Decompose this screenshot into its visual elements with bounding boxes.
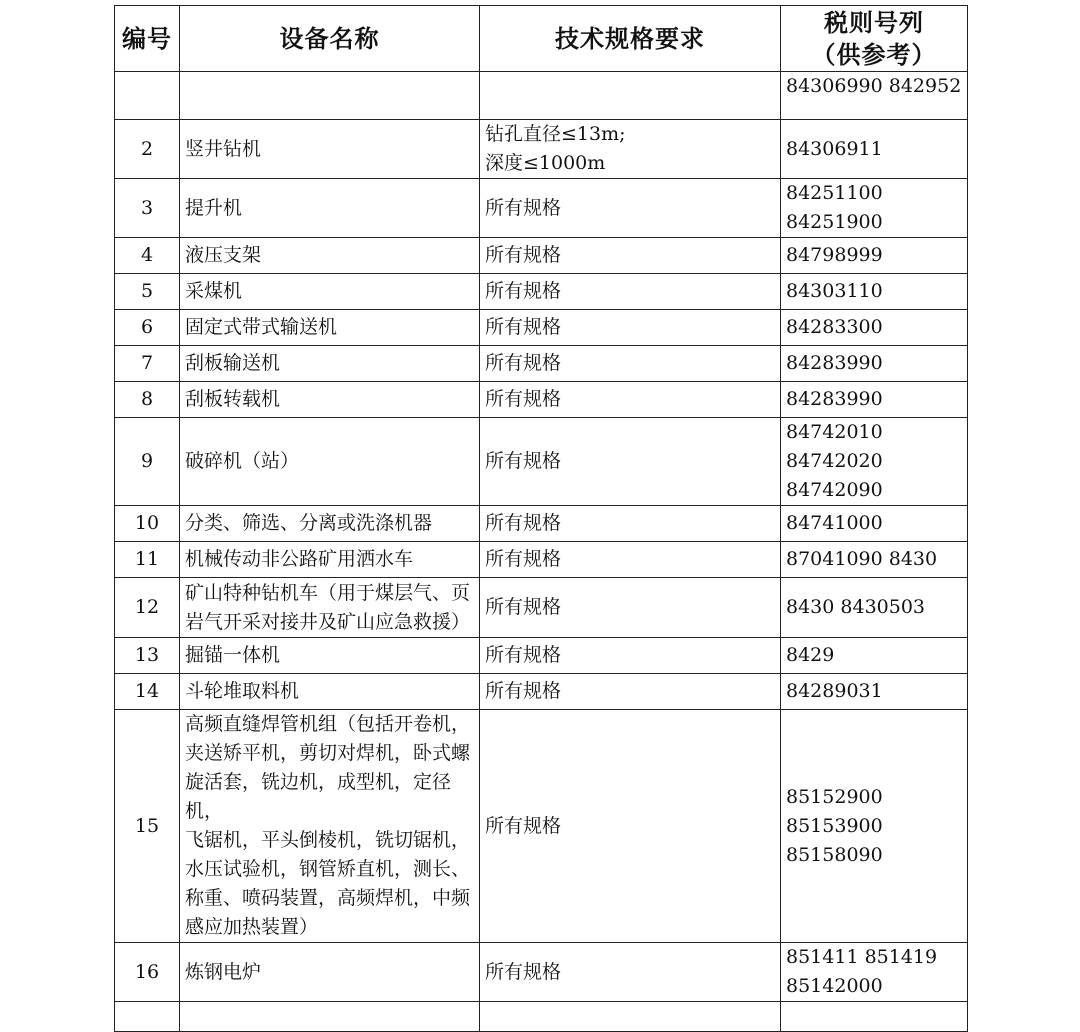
cell-name-line: 矿山特种钻机车（用于煤层气、页	[185, 581, 471, 604]
cell-spec	[480, 274, 781, 310]
cell-code	[781, 72, 968, 120]
cell-code-line: 84306990 842952	[786, 75, 962, 97]
header-num: 编号	[115, 6, 180, 72]
table-row	[115, 310, 968, 346]
cell-name-line: 液压支架	[185, 244, 262, 266]
cell-spec-line: 所有规格	[485, 596, 562, 618]
cell-name	[180, 418, 480, 506]
cell-code	[781, 1002, 968, 1032]
cell-name-line: 夹送矫平机，剪切对焊机，卧式螺	[185, 742, 471, 764]
cell-num: 2	[115, 120, 180, 179]
cell-name-line: 掘锚一体机	[185, 644, 281, 666]
cell-code-line: 84283990	[786, 388, 883, 410]
cell-spec-line: 所有规格	[485, 244, 562, 266]
cell-spec	[480, 542, 781, 578]
cell-code	[781, 638, 968, 674]
cell-spec	[480, 179, 781, 238]
cell-spec-line: 所有规格	[485, 644, 562, 666]
cell-name-line: 斗轮堆取料机	[185, 680, 300, 702]
cell-spec	[480, 710, 781, 943]
cell-name-line: 刮板转载机	[185, 388, 281, 410]
cell-spec-line: 所有规格	[485, 960, 562, 983]
header-code	[781, 6, 968, 72]
header-code-line2: （供参考）	[811, 40, 937, 69]
cell-name	[180, 310, 480, 346]
cell-name-line: 水压试验机，钢管矫直机，测长、	[185, 858, 471, 880]
cell-spec	[480, 346, 781, 382]
cell-name	[180, 1002, 480, 1032]
cell-spec-line: 所有规格	[485, 280, 562, 302]
cell-spec	[480, 310, 781, 346]
cell-spec-line: 所有规格	[485, 316, 562, 338]
cell-num: 6	[115, 310, 180, 346]
cell-name	[180, 506, 480, 542]
cell-code-line: 851411 851419	[786, 946, 938, 968]
table-row	[115, 418, 968, 506]
cell-name	[180, 382, 480, 418]
cell-name-line: 破碎机（站）	[185, 450, 300, 472]
cell-name-line: 采煤机	[185, 280, 243, 302]
table-row	[115, 506, 968, 542]
cell-code-line: 84742090	[786, 479, 883, 501]
table-row	[115, 179, 968, 238]
cell-code	[781, 310, 968, 346]
cell-num: 15	[115, 710, 180, 943]
cell-name-line: 飞锯机，平头倒棱机，铣切锯机，	[185, 829, 471, 851]
cell-num: 13	[115, 638, 180, 674]
cell-spec-line: 所有规格	[485, 196, 562, 219]
cell-spec-line: 所有规格	[485, 352, 562, 374]
cell-spec	[480, 578, 781, 638]
cell-code-line: 84798999	[786, 244, 883, 266]
header-row	[115, 6, 968, 72]
cell-name-line: 感应加热装置）	[185, 916, 319, 938]
table-row	[115, 638, 968, 674]
cell-name	[180, 346, 480, 382]
cell-spec	[480, 674, 781, 710]
cell-code-line: 87041090 8430	[786, 548, 938, 570]
cell-name-line: 机械传动非公路矿用洒水车	[185, 548, 414, 570]
cell-spec	[480, 238, 781, 274]
header-spec: 技术规格要求	[480, 6, 781, 72]
cell-name-line: 岩气开采对接井及矿山应急救援）	[185, 610, 471, 633]
cell-name-line: 高频直缝焊管机组（包括开卷机，	[185, 713, 471, 735]
cell-code	[781, 120, 968, 179]
cell-num: 16	[115, 943, 180, 1002]
cell-name-line: 炼钢电炉	[185, 960, 262, 983]
cell-num: 7	[115, 346, 180, 382]
cell-num: 3	[115, 179, 180, 238]
cell-name	[180, 238, 480, 274]
cell-name-line: 分类、筛选、分离或洗涤机器	[185, 512, 433, 534]
cell-name	[180, 542, 480, 578]
cell-code-line: 8429	[786, 644, 835, 666]
cell-code	[781, 382, 968, 418]
cell-spec	[480, 382, 781, 418]
cell-code	[781, 506, 968, 542]
table-row	[115, 578, 968, 638]
cell-name-line: 竖井钻机	[185, 137, 262, 160]
cell-code	[781, 674, 968, 710]
cell-code-line: 84303110	[786, 280, 883, 302]
cell-name-line: 称重、喷码装置，高频焊机，中频	[185, 887, 471, 909]
table-row	[115, 274, 968, 310]
cell-name	[180, 179, 480, 238]
cell-name	[180, 578, 480, 638]
cell-code	[781, 274, 968, 310]
cell-name	[180, 710, 480, 943]
cell-num: 4	[115, 238, 180, 274]
header-code-line1: 税则号列	[824, 8, 924, 37]
cell-num: 11	[115, 542, 180, 578]
cell-code-line: 85142000	[786, 975, 883, 997]
table-row	[115, 674, 968, 710]
cell-code	[781, 710, 968, 943]
cell-spec	[480, 506, 781, 542]
cell-code	[781, 179, 968, 238]
cell-name	[180, 674, 480, 710]
cell-num: 5	[115, 274, 180, 310]
cell-code	[781, 238, 968, 274]
cell-spec	[480, 418, 781, 506]
cell-code	[781, 578, 968, 638]
table-row	[115, 120, 968, 179]
cell-name	[180, 638, 480, 674]
equipment-table	[114, 5, 968, 1032]
cell-name	[180, 120, 480, 179]
cell-spec-line: 所有规格	[485, 512, 562, 534]
cell-code-line: 84742010 84742020	[786, 421, 883, 472]
cell-spec-line: 所有规格	[485, 814, 562, 837]
cell-code	[781, 418, 968, 506]
cell-num: 9	[115, 418, 180, 506]
cell-spec	[480, 72, 781, 120]
cell-code-line: 84251100 84251900	[786, 182, 883, 233]
cell-code	[781, 542, 968, 578]
cell-code-line: 84741000	[786, 512, 883, 534]
cell-name	[180, 943, 480, 1002]
cell-spec-line: 所有规格	[485, 680, 562, 702]
cell-spec	[480, 1002, 781, 1032]
cell-code	[781, 943, 968, 1002]
table-row	[115, 238, 968, 274]
cell-code-line: 84289031	[786, 680, 883, 702]
table-row	[115, 382, 968, 418]
table-row	[115, 710, 968, 943]
table-row	[115, 1002, 968, 1032]
cell-name-line: 提升机	[185, 196, 243, 219]
cell-spec-line: 深度≤1000m	[485, 152, 606, 174]
cell-spec-line: 钻孔直径≤13m;	[485, 123, 626, 145]
cell-code	[781, 346, 968, 382]
cell-name	[180, 274, 480, 310]
cell-spec	[480, 943, 781, 1002]
cell-num: 14	[115, 674, 180, 710]
header-name: 设备名称	[180, 6, 480, 72]
cell-num: 8	[115, 382, 180, 418]
cell-num	[115, 72, 180, 120]
cell-code-line: 85152900 85153900	[786, 785, 883, 837]
cell-num	[115, 1002, 180, 1032]
cell-spec-line: 所有规格	[485, 388, 562, 410]
cell-code-line: 85158090	[786, 843, 883, 866]
cell-name-line: 旋活套，铣边机，成型机，定径机，	[185, 771, 452, 822]
cell-code-line: 84306911	[786, 137, 883, 160]
cell-num: 10	[115, 506, 180, 542]
table-row	[115, 72, 968, 120]
cell-spec	[480, 120, 781, 179]
cell-spec-line: 所有规格	[485, 450, 562, 472]
cell-spec-line: 所有规格	[485, 548, 562, 570]
cell-name-line: 固定式带式输送机	[185, 316, 338, 338]
cell-code-line: 8430 8430503	[786, 596, 926, 618]
table-row	[115, 542, 968, 578]
table-row	[115, 346, 968, 382]
cell-num: 12	[115, 578, 180, 638]
cell-name	[180, 72, 480, 120]
table-row	[115, 943, 968, 1002]
cell-spec	[480, 638, 781, 674]
cell-code-line: 84283300	[786, 316, 883, 338]
cell-code-line: 84283990	[786, 352, 883, 374]
cell-name-line: 刮板输送机	[185, 352, 281, 374]
